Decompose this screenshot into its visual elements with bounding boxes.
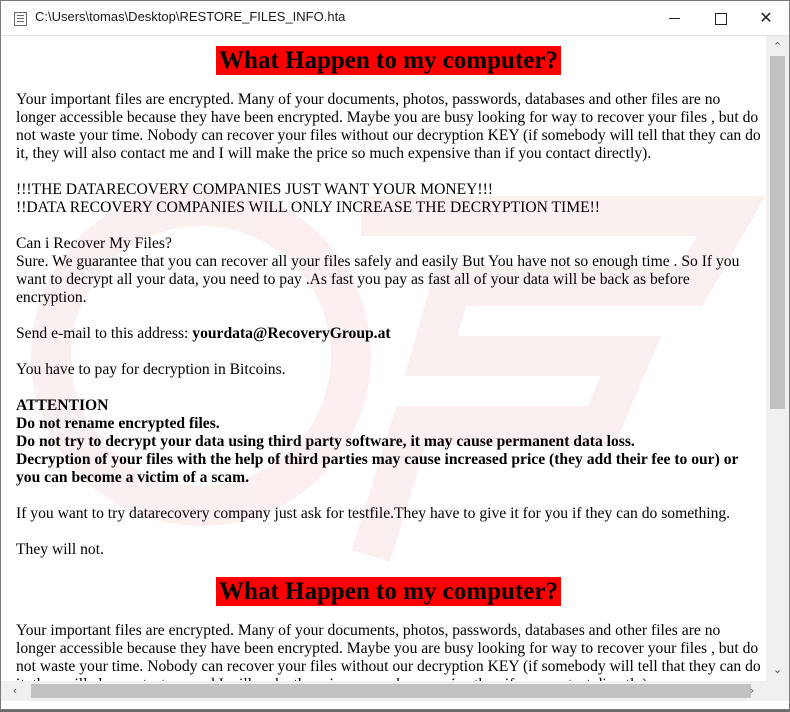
note-heading: What Happen to my computer?: [216, 46, 561, 75]
horizontal-scrollbar[interactable]: [1, 681, 766, 701]
warning-line-2: !!DATA RECOVERY COMPANIES WILL ONLY INCREASE THE DECRYPTION TIME!!: [16, 199, 600, 216]
attention-item: Do not try to decrypt your data using third party software, it may cause permanent data loss.: [16, 433, 635, 450]
minimize-button[interactable]: [651, 1, 697, 35]
minimize-icon: [669, 18, 680, 19]
close-icon: ✕: [759, 8, 773, 27]
scroll-up-icon[interactable]: ⌃: [772, 40, 783, 53]
horizontal-scroll-thumb[interactable]: [31, 684, 751, 698]
heading-row: [16, 46, 761, 75]
scroll-right-icon[interactable]: ›: [749, 684, 755, 697]
title-bar[interactable]: [1, 1, 789, 36]
warning-paragraph: [16, 181, 761, 217]
heading-row-repeat: [16, 577, 761, 606]
maximize-icon: [715, 13, 727, 25]
attention-item: Decryption of your files with the help of third parties may cause increased price (they add their fee to our) or you can become a victim of a scam.: [16, 451, 739, 486]
attention-title: ATTENTION: [16, 397, 109, 414]
ransom-note-content: [16, 46, 761, 712]
recover-paragraph: [16, 235, 761, 307]
vertical-scrollbar[interactable]: [766, 36, 789, 681]
recover-question: Can i Recover My Files?: [16, 235, 172, 252]
contact-email: yourdata@RecoveryGroup.at: [192, 325, 391, 342]
recover-answer: Sure. We guarantee that you can recover all your files safely and easily But You have not so enough time . So If you want to decrypt all your data, you need to pay .As fast you pay as fast all of your data will be back as before encryption.: [16, 253, 740, 306]
note-viewport[interactable]: [1, 36, 766, 681]
bitcoin-paragraph: You have to pay for decryption in Bitcoins.: [16, 361, 286, 378]
note-heading-repeat: What Happen to my computer?: [216, 577, 561, 606]
intro-paragraph-repeat: Your important files are encrypted. Many of your documents, photos, passwords, databases and other files are no longer accessible because they have been encrypted. Maybe you are busy looking for way to recover your files , but do not waste your time. Nobody can recover your files without our decryption KEY (if somebody will tell that they can do: [16, 622, 761, 675]
email-paragraph: [16, 325, 761, 343]
testfile-paragraph: If you want to try datarecovery company just ask for testfile.They have to give it for you if they can do something.: [16, 505, 731, 522]
attention-paragraph: [16, 397, 761, 487]
attention-item: Do not rename encrypted files.: [16, 415, 220, 432]
vertical-scroll-thumb[interactable]: [770, 56, 785, 409]
close-button[interactable]: [743, 1, 789, 35]
scroll-down-icon[interactable]: ⌄: [772, 663, 783, 676]
email-prefix: Send e-mail to this address:: [16, 325, 193, 342]
scrollbar-corner: [766, 681, 789, 701]
warning-line-1: !!!THE DATARECOVERY COMPANIES JUST WANT YOUR MONEY!!!: [16, 181, 493, 198]
they-will-not-paragraph: They will not.: [16, 541, 104, 558]
document-icon: [14, 12, 27, 26]
maximize-button[interactable]: [697, 1, 743, 35]
intro-paragraph: Your important files are encrypted. Many of your documents, photos, passwords, databases and other files are no longer accessible because they have been encrypted. Maybe you are busy looking for way to recover your files , but do not waste your time. Nobody can recover your files without our decryption KEY (if somebody will tell that they can do it, they will also contact me and I will make the price so much expensive than if you contact directly).: [16, 91, 761, 162]
scroll-left-icon[interactable]: ‹: [12, 684, 18, 697]
window-title: C:\Users\tomas\Desktop\RESTORE_FILES_INFO.hta: [35, 9, 346, 24]
